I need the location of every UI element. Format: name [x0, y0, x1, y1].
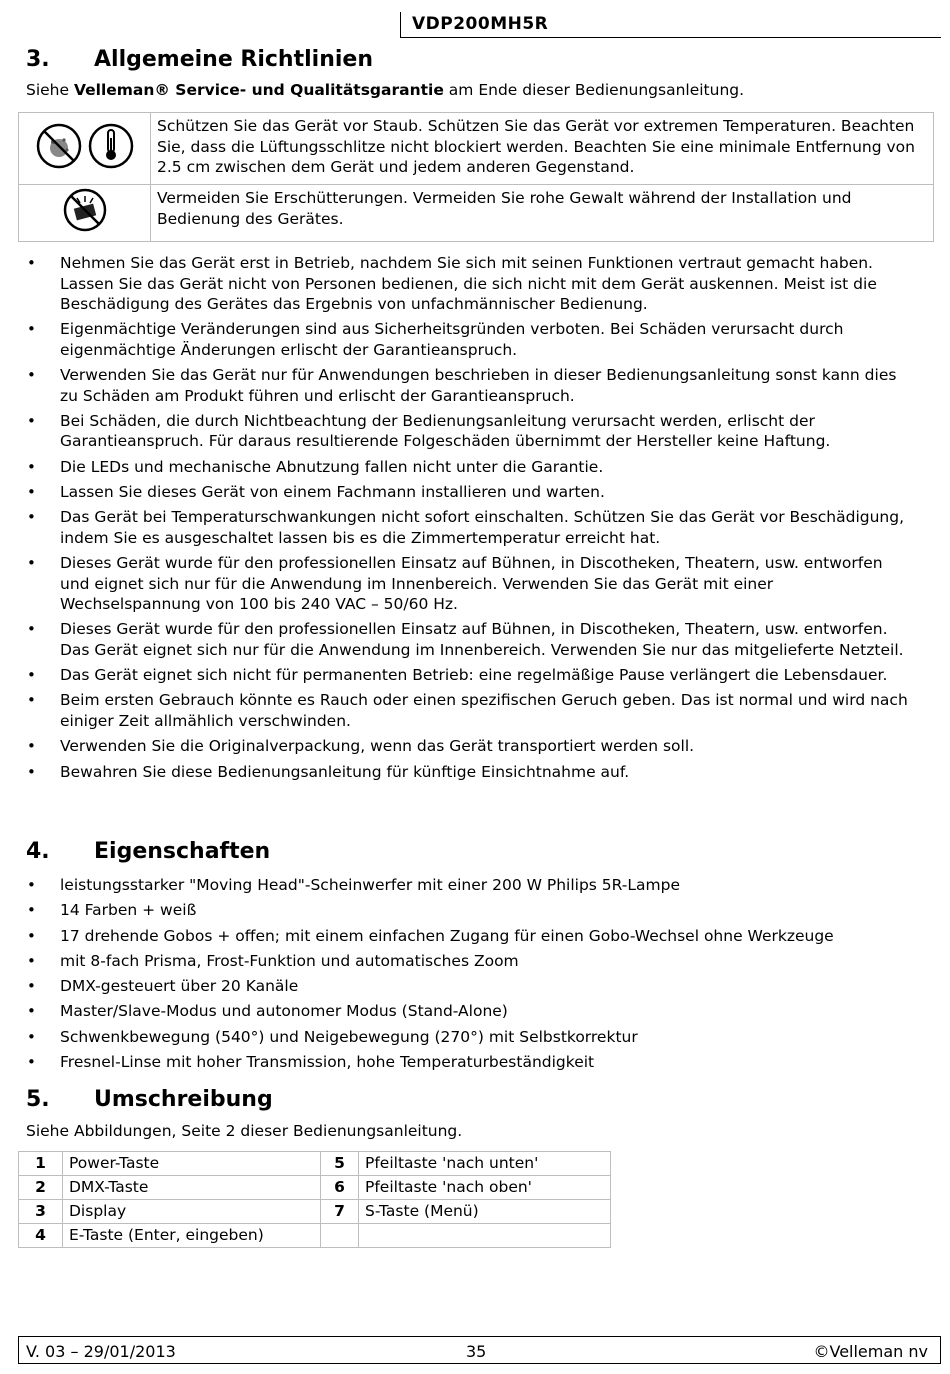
table-row: [19, 1224, 611, 1248]
warning-row: [19, 185, 934, 242]
list-item: • leistungsstarker "Moving Head"-Scheinwerfer mit einer 200 W Philips 5R-Lampe: [24, 875, 924, 896]
guidelines-list: [24, 253, 914, 787]
model-title: VDP200MH5R: [412, 14, 549, 34]
section-4-heading: [26, 839, 270, 864]
warning-row: [19, 113, 934, 185]
list-item: • Lassen Sie dieses Gerät von einem Fachmann installieren und warten.: [24, 482, 914, 503]
legend-number: [321, 1224, 359, 1248]
legend-label: S-Taste (Menü): [359, 1200, 611, 1224]
warning-icons: [19, 113, 151, 185]
page-number: 35: [466, 1342, 487, 1361]
table-row: [19, 1152, 611, 1176]
legend-label: [359, 1224, 611, 1248]
no-shock-icon: [61, 186, 109, 234]
intro-bold: Velleman® Service- und Qualitätsgarantie: [73, 81, 444, 99]
list-item: • Die LEDs und mechanische Abnutzung fallen nicht unter die Garantie.: [24, 457, 914, 478]
warning-table: [18, 112, 934, 242]
list-item: • 17 drehende Gobos + offen; mit einem einfachen Zugang für einen Gobo-Wechsel ohne Werkzeuge: [24, 926, 924, 947]
list-item: • mit 8-fach Prisma, Frost-Funktion und automatisches Zoom: [24, 951, 924, 972]
section-title: Umschreibung: [94, 1087, 273, 1112]
section-3-intro: [26, 80, 744, 100]
list-item: • Verwenden Sie die Originalverpackung, wenn das Gerät transportiert werden soll.: [24, 736, 914, 757]
list-item: • Verwenden Sie das Gerät nur für Anwendungen beschrieben in dieser Bedienungsanleitung sonst kann dies zu Schäden am Produkt führen und erlischt der Garantieanspruch.: [24, 365, 914, 406]
section-title: Allgemeine Richtlinien: [94, 47, 373, 72]
intro-text: Siehe: [26, 81, 74, 99]
section-number: 4.: [26, 839, 50, 864]
legend-number: 5: [321, 1152, 359, 1176]
legend-label: E-Taste (Enter, eingeben): [63, 1224, 321, 1248]
list-item: • 14 Farben + weiß: [24, 900, 924, 921]
section-title: Eigenschaften: [94, 839, 271, 864]
no-dust-icon: [33, 120, 137, 172]
list-item: • Das Gerät eignet sich nicht für permanenten Betrieb: eine regelmäßige Pause verlängert die Lebensdauer.: [24, 665, 914, 686]
section-5-intro: Siehe Abbildungen, Seite 2 dieser Bedienungsanleitung.: [26, 1122, 463, 1140]
footer-version: V. 03 – 29/01/2013: [26, 1342, 176, 1361]
list-item: • Bewahren Sie diese Bedienungsanleitung für künftige Einsichtnahme auf.: [24, 762, 914, 783]
legend-label: DMX-Taste: [63, 1176, 321, 1200]
list-item: • Schwenkbewegung (540°) und Neigebewegung (270°) mit Selbstkorrektur: [24, 1027, 924, 1048]
warning-text: Vermeiden Sie Erschütterungen. Vermeiden Sie rohe Gewalt während der Installation und Bedienung des Gerätes.: [151, 185, 934, 242]
list-item: • Nehmen Sie das Gerät erst in Betrieb, nachdem Sie sich mit seinen Funktionen vertraut gemacht haben. Lassen Sie das Gerät nicht von Personen bedienen, die sich nicht mit dem Gerät auskennen. Meist ist die Beschädigung des Gerätes das Ergebnis von unfachmännischer Bedienung.: [24, 253, 914, 315]
table-row: [19, 1176, 611, 1200]
intro-text-end: am Ende dieser Bedienungsanleitung.: [443, 81, 745, 99]
section-number: 5.: [26, 1087, 50, 1112]
features-list: [24, 875, 924, 1077]
list-item: • Dieses Gerät wurde für den professionellen Einsatz auf Bühnen, in Discotheken, Theatern, usw. entworfen. Das Gerät eignet sich nur für die Anwendung im Innenbereich. Verwenden Sie nur das mitgelieferte Netzteil.: [24, 619, 914, 660]
legend-number: 3: [19, 1200, 63, 1224]
list-item: • Dieses Gerät wurde für den professionellen Einsatz auf Bühnen, in Discotheken, Theatern, usw. entworfen und eignet sich nur für die Anwendung im Innenbereich. Verwenden Sie das Gerät mit einer Wechselspannung von 100 bis 240 VAC – 50/60 Hz.: [24, 553, 914, 615]
legend-number: 6: [321, 1176, 359, 1200]
section-5-heading: [26, 1087, 273, 1112]
list-item: • Das Gerät bei Temperaturschwankungen nicht sofort einschalten. Schützen Sie das Gerät vor Beschädigung, indem Sie es ausgeschaltet lassen bis es die Zimmertemperatur erreicht hat.: [24, 507, 914, 548]
table-row: [19, 1200, 611, 1224]
section-3-heading: [26, 47, 373, 72]
legend-number: 2: [19, 1176, 63, 1200]
list-item: • Eigenmächtige Veränderungen sind aus Sicherheitsgründen verboten. Bei Schäden verursacht durch eigenmächtige Änderungen erlischt der Garantieanspruch.: [24, 319, 914, 360]
list-item: • DMX-gesteuert über 20 Kanäle: [24, 976, 924, 997]
legend-label: Pfeiltaste 'nach unten': [359, 1152, 611, 1176]
legend-number: 7: [321, 1200, 359, 1224]
legend-number: 1: [19, 1152, 63, 1176]
warning-text: Schützen Sie das Gerät vor Staub. Schützen Sie das Gerät vor extremen Temperaturen. Beachten Sie, dass die Lüftungsschlitze nicht blockiert werden. Beachten Sie eine minimale Entfernung von 2.5 cm zwischen dem Gerät und jedem anderen Gegenstand.: [151, 113, 934, 185]
warning-icons: [19, 185, 151, 242]
footer-copyright: ©Velleman nv: [813, 1342, 928, 1361]
list-item: • Bei Schäden, die durch Nichtbeachtung der Bedienungsanleitung verursacht werden, erlischt der Garantieanspruch. Für daraus resultierende Folgeschäden übernimmt der Hersteller keine Haftung.: [24, 411, 914, 452]
list-item: • Fresnel-Linse mit hoher Transmission, hohe Temperaturbeständigkeit: [24, 1052, 924, 1073]
legend-label: Display: [63, 1200, 321, 1224]
page-footer: [18, 1336, 941, 1364]
legend-table: [18, 1151, 611, 1248]
list-item: • Beim ersten Gebrauch könnte es Rauch oder einen spezifischen Geruch geben. Das ist normal und wird nach einiger Zeit allmählich verschwinden.: [24, 690, 914, 731]
legend-number: 4: [19, 1224, 63, 1248]
legend-label: Pfeiltaste 'nach oben': [359, 1176, 611, 1200]
legend-label: Power-Taste: [63, 1152, 321, 1176]
section-number: 3.: [26, 47, 50, 72]
list-item: • Master/Slave-Modus und autonomer Modus (Stand-Alone): [24, 1001, 924, 1022]
